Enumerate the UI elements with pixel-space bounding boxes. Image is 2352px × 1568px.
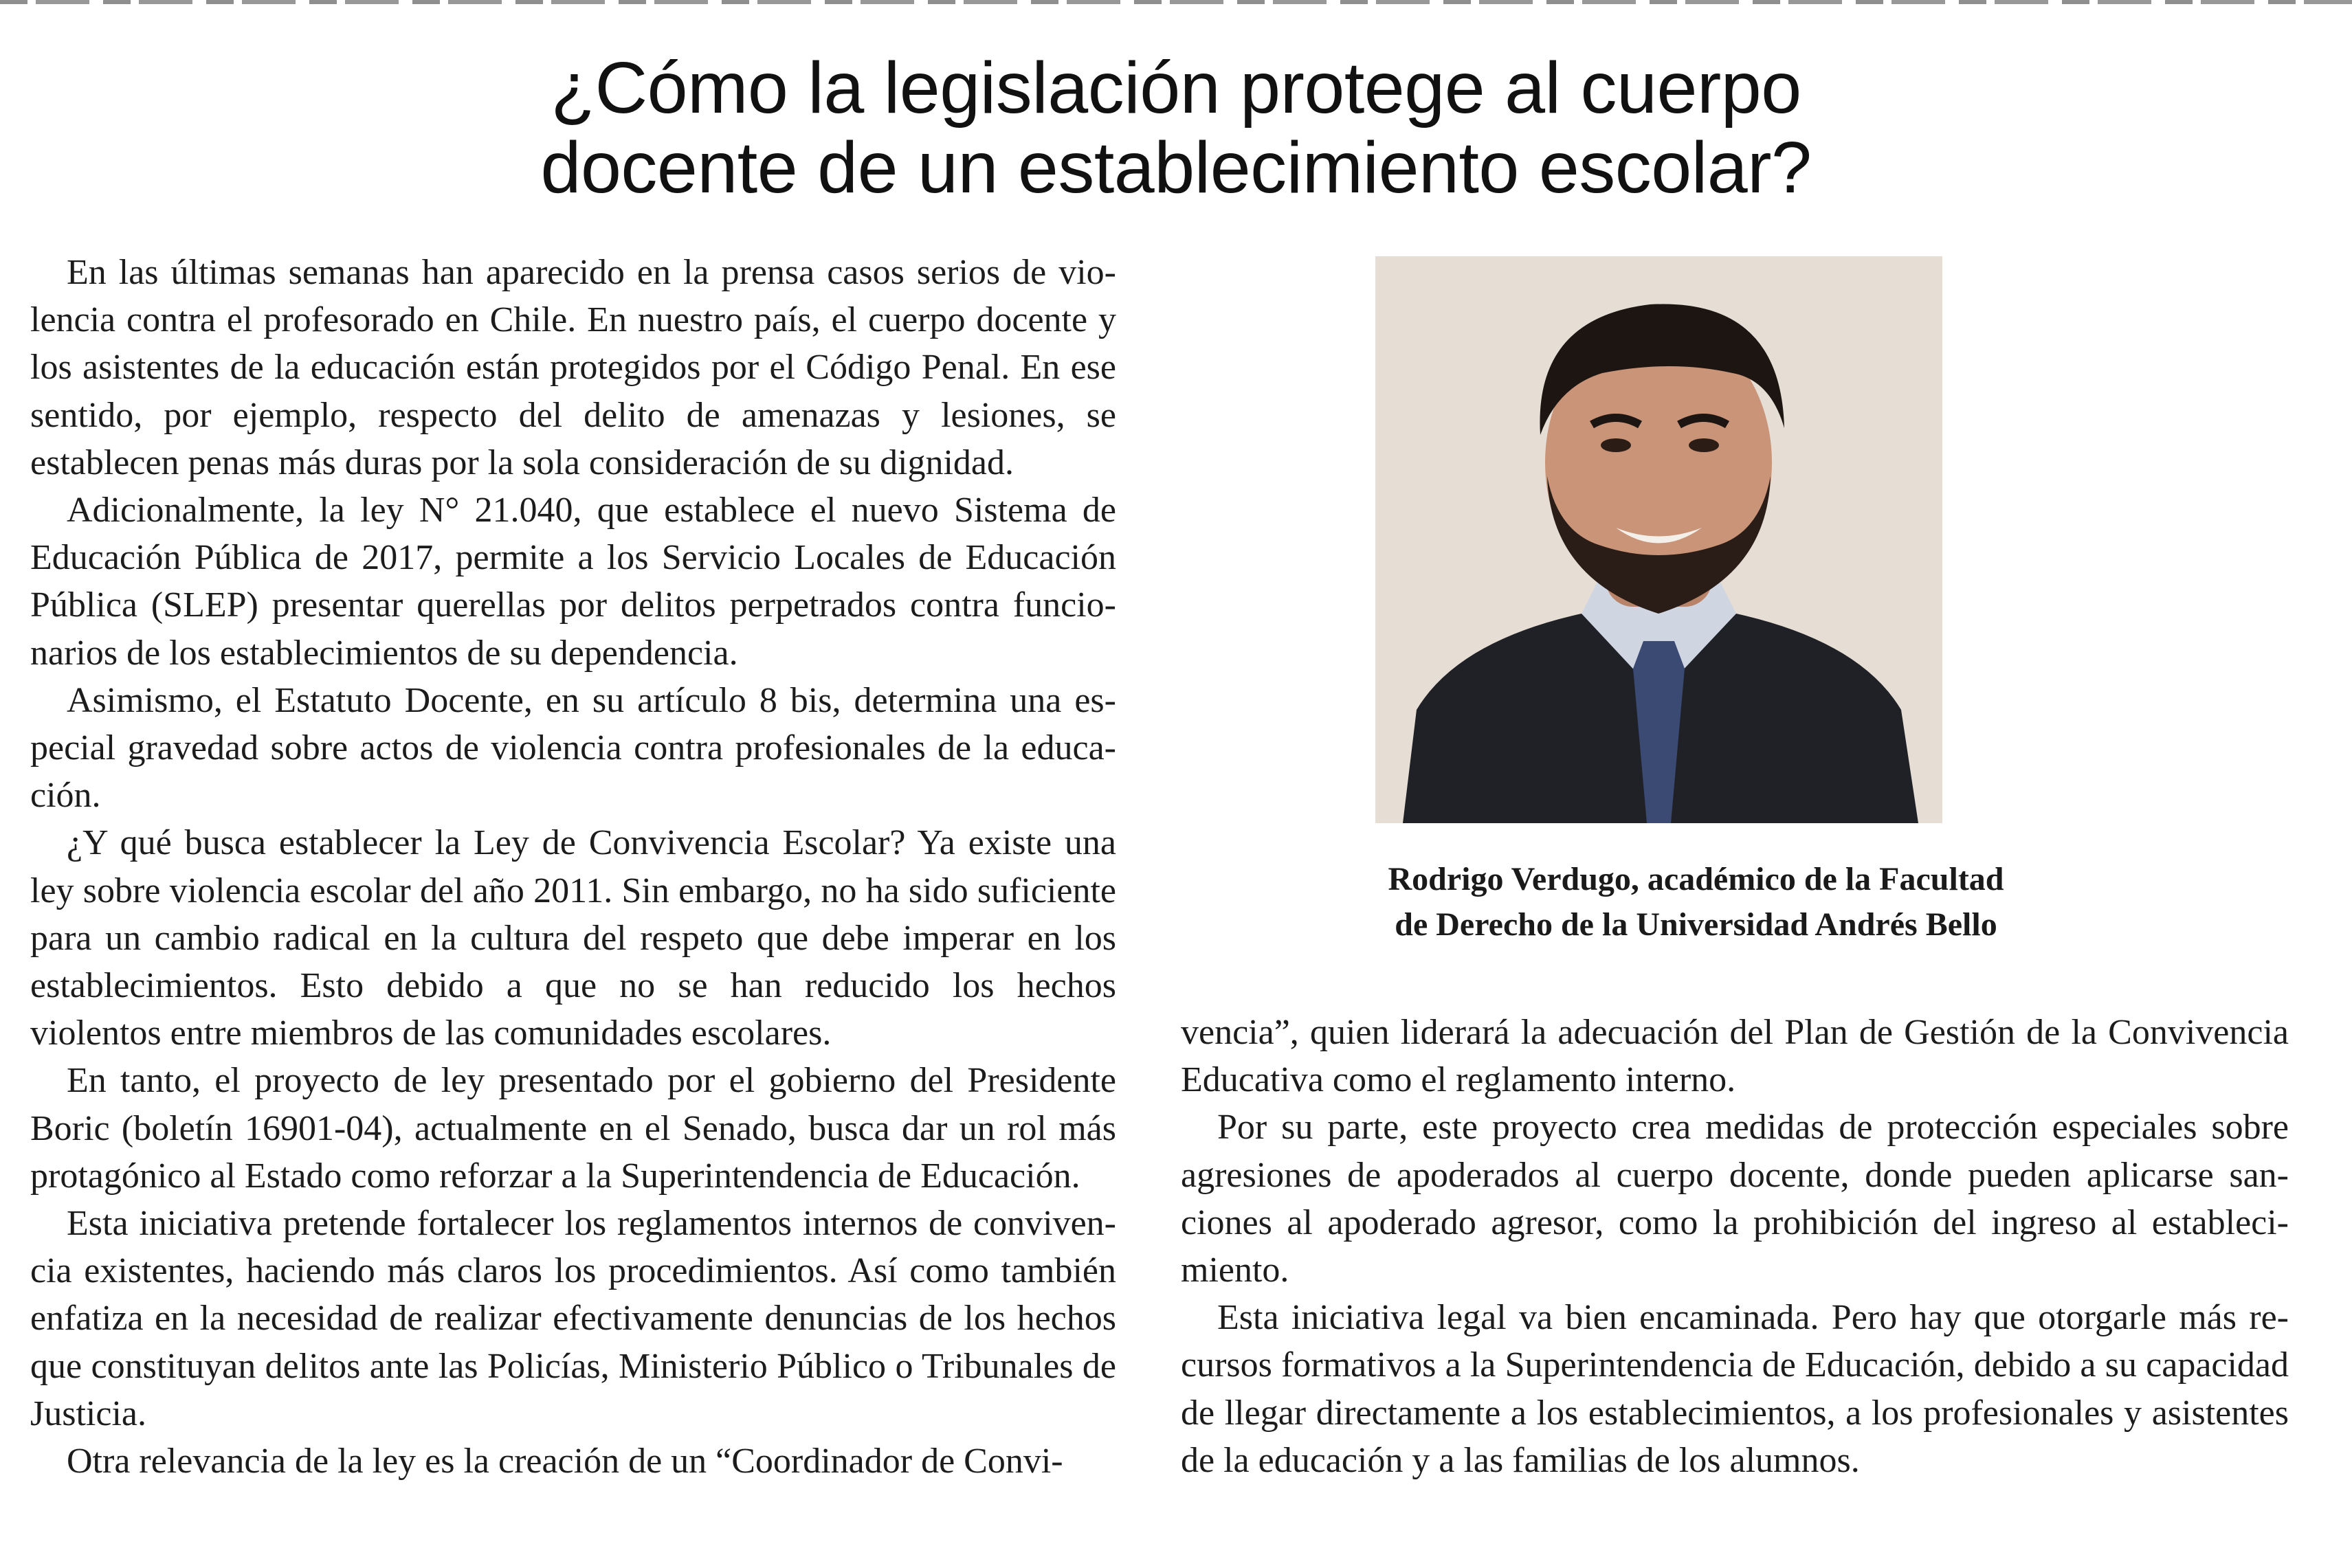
- photo-caption: [1251, 857, 2141, 948]
- paragraph: Esta iniciativa pretende fortalecer los reglamentos internos de convivencia existentes, haciendo más claros los procedimientos. Así como también enfatiza en la necesidad de realizar efectivamente denuncias de los hechos que constituyan delitos ante las Policías, Ministerio Público o Tribunales de Justicia.: [30, 1204, 1116, 1433]
- left-column: [30, 249, 1116, 1485]
- article-title-line-1: ¿Cómo la legislación protege al cuerpo: [551, 47, 1801, 128]
- photo-caption-line-2: de Derecho de la Universidad Andrés Bello: [1395, 906, 1997, 943]
- right-column: [1181, 1009, 2289, 1484]
- paragraph: Por su parte, este proyecto crea medidas de protección especiales sobre agresiones de apoderados al cuerpo docente, donde pueden aplicarse sanciones al apoderado agresor, como la prohibición del ingreso al establecimiento.: [1181, 1108, 2289, 1290]
- left-eye: [1601, 438, 1631, 452]
- paragraph: Otra relevancia de la ley es la creación de un “Coordinador de Convi-: [67, 1442, 1063, 1481]
- paragraph: ¿Y qué busca establecer la Ley de Convivencia Escolar? Ya existe una ley sobre violencia escolar del año 2011. Sin embargo, no ha sido suficiente para un cambio radical en la cultura del respeto que debe imperar en los establecimientos. Esto debido a que no se han reducido los hechos violentos entre miembros de las comunidades escolares.: [30, 823, 1116, 1053]
- paragraph: vencia”, quien liderará la adecuación del Plan de Gestión de la Convivencia Educativa como el reglamento interno.: [1181, 1013, 2289, 1100]
- portrait-photo-icon: [1375, 256, 1942, 823]
- photo-caption-line-1: Rodrigo Verdugo, académico de la Facultad: [1388, 861, 2004, 897]
- paragraph: Adicionalmente, la ley N° 21.040, que establece el nuevo Sistema de Educación Pública de 2017, permite a los Servicio Locales de Educación Pública (SLEP) presentar querellas por delitos perpetrados contra funcionarios de los establecimientos de su dependencia.: [30, 491, 1116, 673]
- author-photo: [1375, 256, 1942, 823]
- article-title-line-2: docente de un establecimiento escolar?: [540, 127, 1812, 208]
- paragraph: Esta iniciativa legal va bien encaminada. Pero hay que otorgarle más recursos formativos a la Superintendencia de Educación, debido a su capacidad de llegar directamente a los establecimientos, a los profesionales y asistentes de la educación y a las familias de los alumnos.: [1181, 1298, 2289, 1480]
- right-eye: [1689, 438, 1719, 452]
- paragraph: En tanto, el proyecto de ley presentado por el gobierno del Presidente Boric (boletín 16901-04), actualmente en el Senado, busca dar un rol más protagónico al Estado como reforzar a la Superintendencia de Educación.: [30, 1061, 1116, 1196]
- previous-article-fragment: [0, 0, 2352, 4]
- article-title: [0, 48, 2352, 208]
- paragraph: Asimismo, el Estatuto Docente, en su artículo 8 bis, determina una especial gravedad sobre actos de violencia contra profesionales de la educación.: [30, 680, 1116, 816]
- paragraph: En las últimas semanas han aparecido en la prensa casos serios de violencia contra el profesorado en Chile. En nuestro país, el cuerpo docente y los asistentes de la educación están protegidos por el Código Penal. En ese sentido, por ejemplo, respecto del delito de amenazas y lesiones, se establecen penas más duras por la sola consideración de su dignidad.: [30, 253, 1116, 482]
